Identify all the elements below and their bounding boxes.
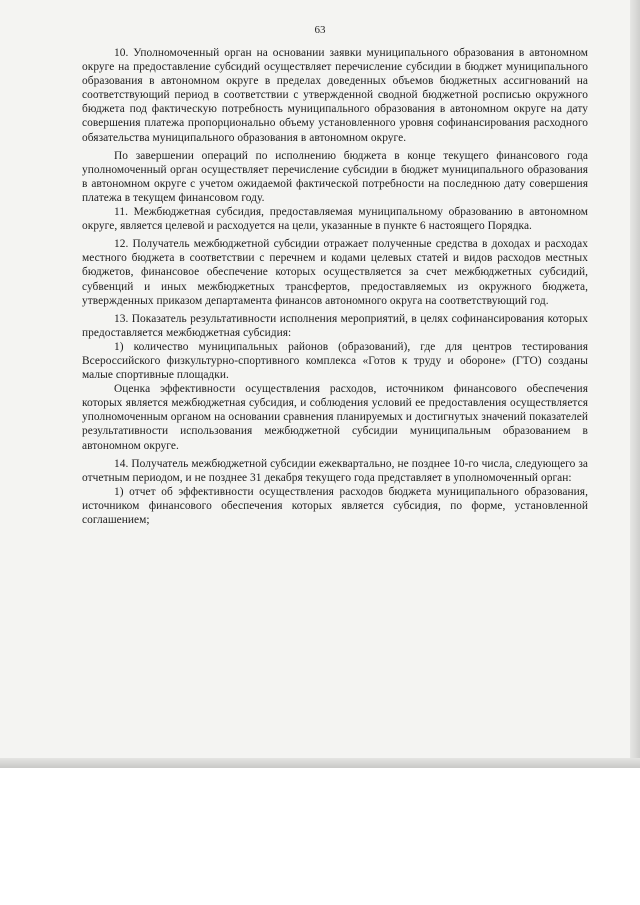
- page-number: 63: [314, 24, 326, 36]
- paragraph-10: 10. Уполномоченный орган на основании заявки муниципального образования в автономном округе на предоставление субсидий осуществляет перечисление субсидии в бюджет муниципального образования в автономном округе в пределах доведенных объемов бюджетных ассигнований на соответствующий период в соответствии с утвержденной сводной бюджетной росписью окружного бюджета под фактическую потребность муниципального образования в автономном округе на дату совершения платежа пропорционально объему установленного уровня софинансирования расходного обязательства муниципального образования в автономном округе.: [82, 47, 588, 144]
- paragraph-14-item-1: 1) отчет об эффективности осуществления расходов бюджета муниципального образования, источником финансового обеспечения которых является субсидия, по форме, установленной соглашением;: [82, 485, 588, 526]
- paragraph-13-evaluation: Оценка эффективности осуществления расходов, источником финансового обеспечения которых является межбюджетная субсидия, и соблюдения условий ее предоставления осуществляется уполномоченным органом на основании сравнения планируемых и достигнутых значений показателей результативности использования межбюджетной субсидии муниципальным образованием в автономном округе.: [82, 383, 588, 452]
- paragraph-13-item-1: 1) количество муниципальных районов (образований), где для центров тестирования Всероссийского физкультурно-спортивного комплекса «Готов к труду и обороне» (ГТО) созданы малые спортивные площадки.: [82, 340, 588, 382]
- document-body: [82, 46, 588, 527]
- paragraph-13: 13. Показатель результативности исполнения мероприятий, в целях софинансирования которых предоставляется межбюджетная субсидия:: [82, 312, 588, 339]
- paragraph-12: 12. Получатель межбюджетной субсидии отражает полученные средства в доходах и расходах местного бюджета в соответствии с перечнем и кодами целевых статей и видов расходов местных бюджетов, финансовое обеспечение которых осуществляется за счет межбюджетных субсидий, субвенций и иных межбюджетных трансфертов, предоставляемых из окружного бюджета, утвержденных приказом департамента финансов автономного округа на соответствующий год.: [82, 238, 588, 307]
- paragraph-11: 11. Межбюджетная субсидия, предоставляемая муниципальному образованию в автономном округе, является целевой и расходуется на цели, указанные в пункте 6 настоящего Порядка.: [82, 206, 588, 233]
- scan-edge-bottom: [0, 758, 640, 768]
- paragraph-10-continuation: По завершении операций по исполнению бюджета в конце текущего финансового года уполномоченный орган осуществляет перечисление субсидии в бюджет муниципального образования в автономном округе с учетом ожидаемой фактической потребности на последнюю дату совершения платежа в текущем финансовом году.: [82, 149, 588, 204]
- paragraph-14: 14. Получатель межбюджетной субсидии ежеквартально, не позднее 10-го числа, следующего за отчетным периодом, и не позднее 31 декабря текущего года представляет в уполномоченный орган:: [82, 457, 588, 484]
- scan-edge-right: [630, 0, 640, 768]
